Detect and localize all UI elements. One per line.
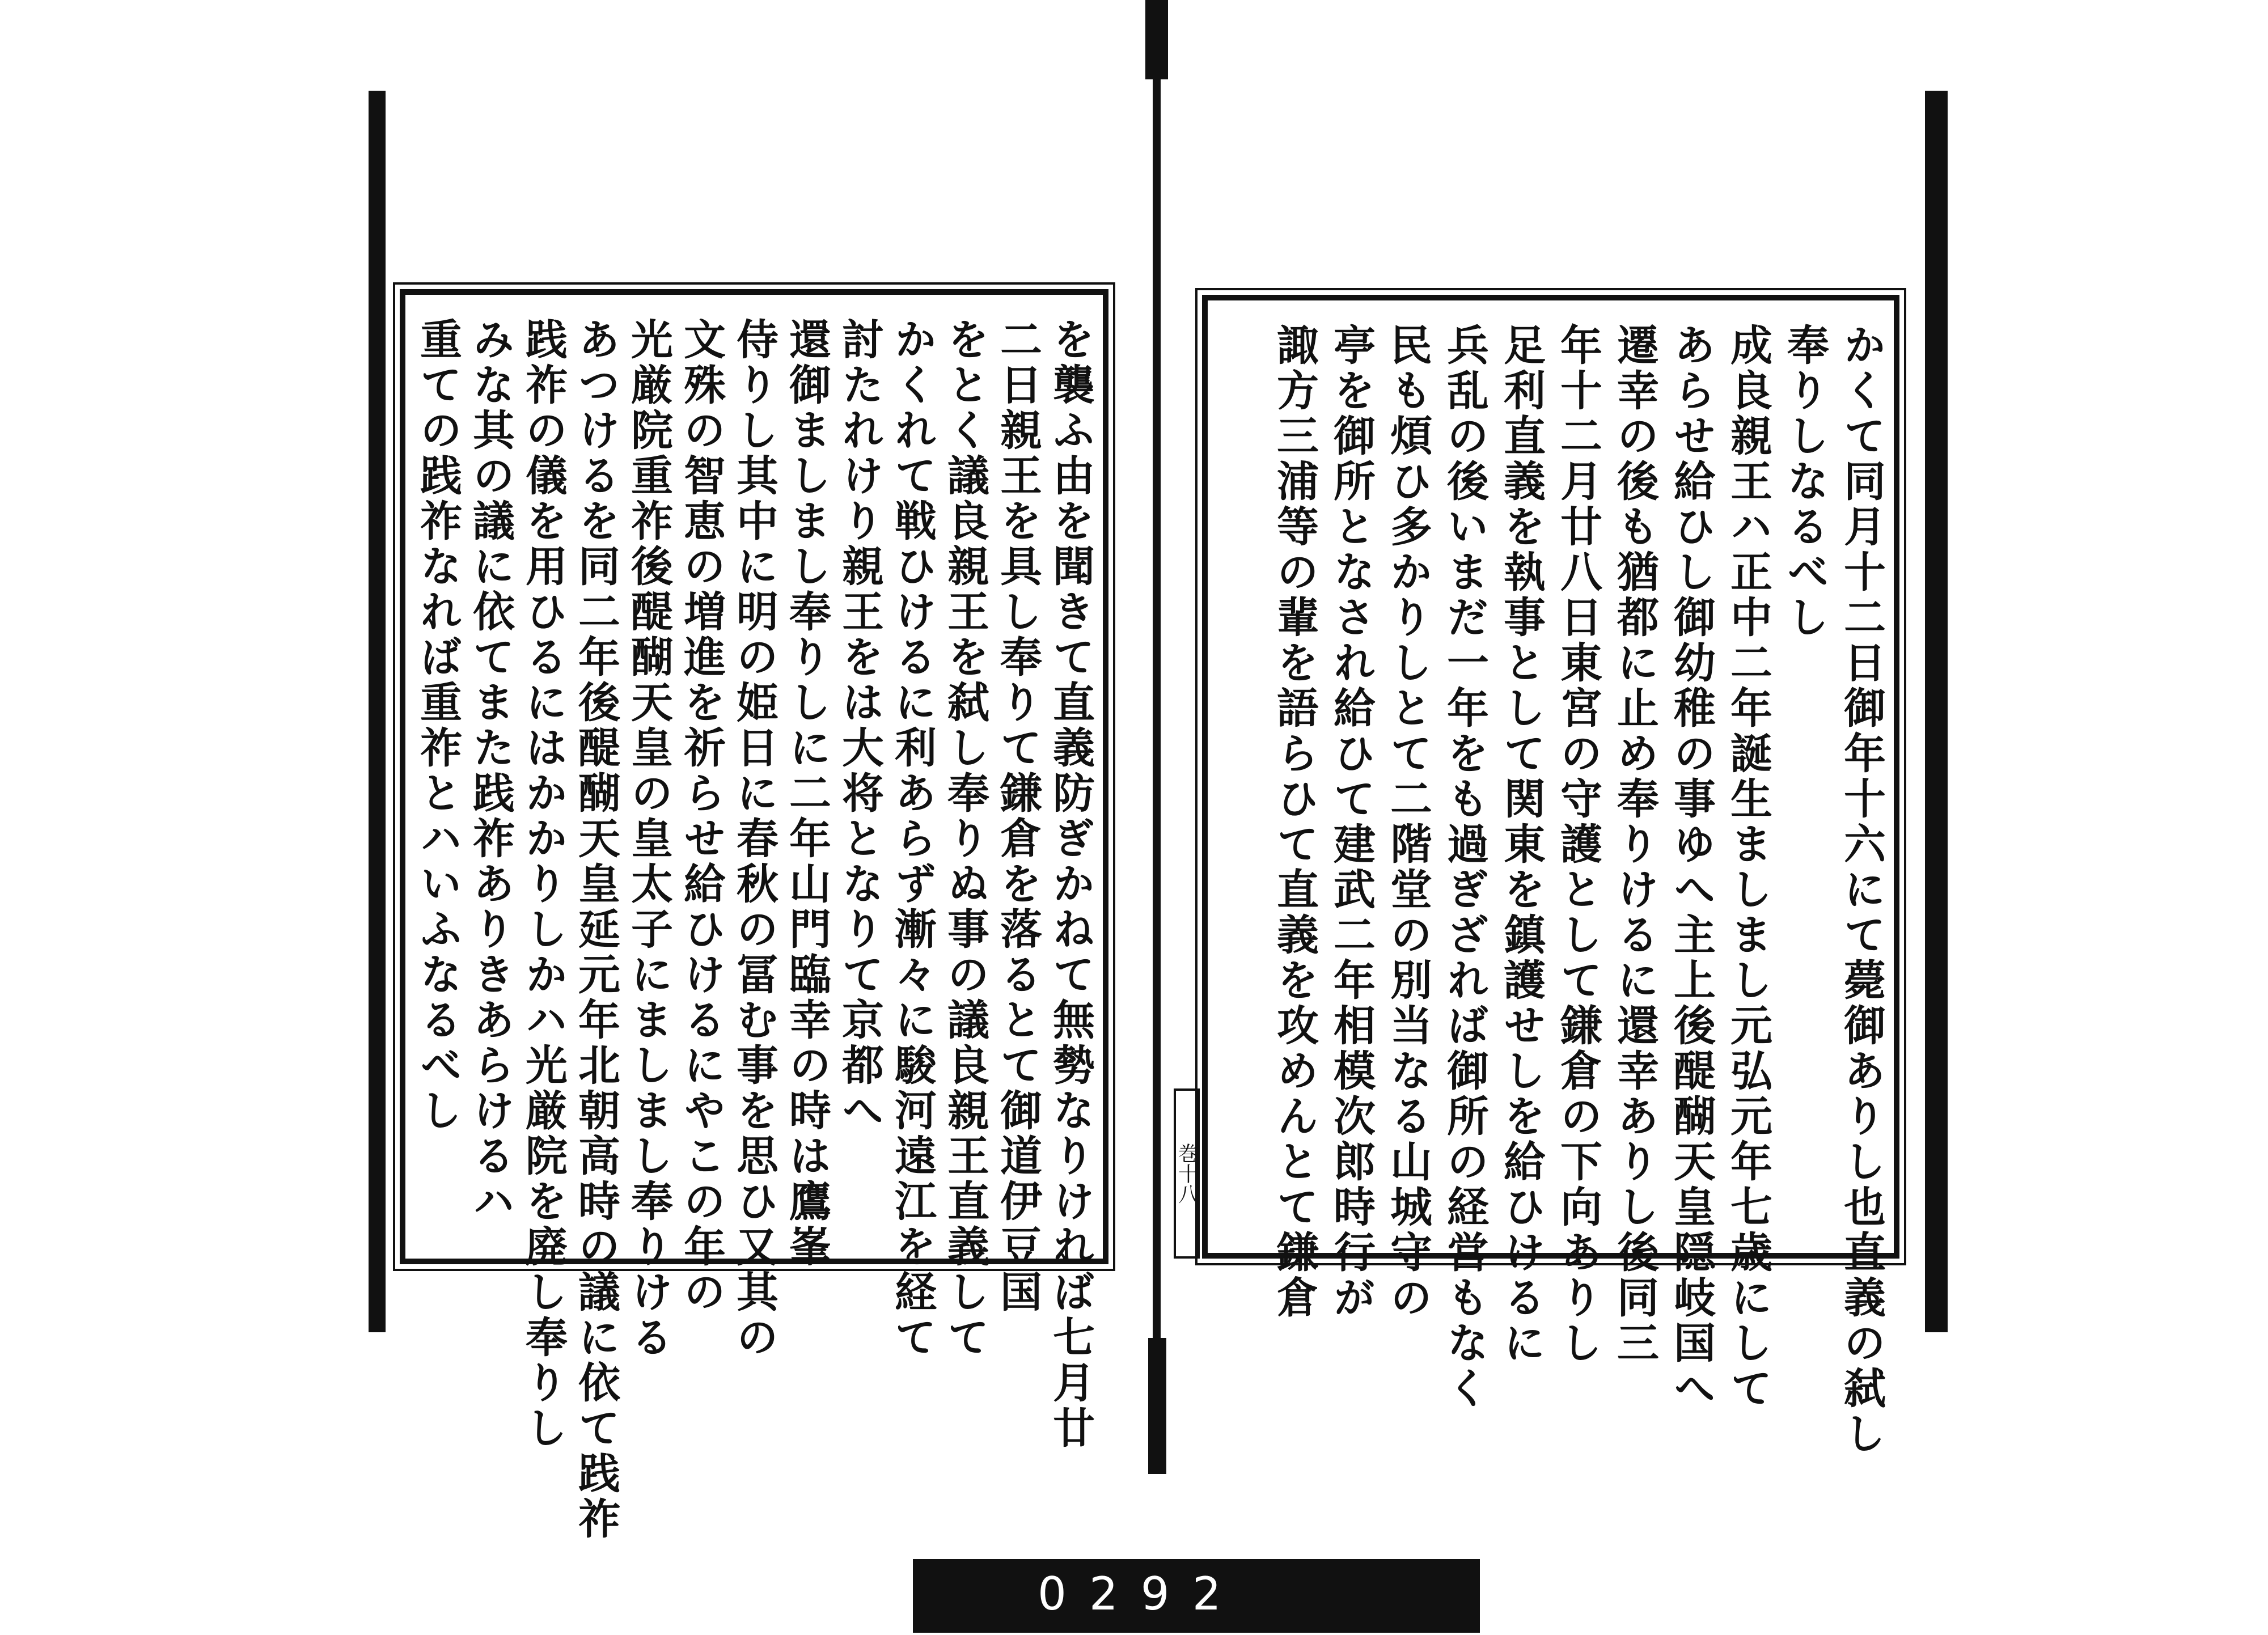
left-page-column: かくれて戦ひけるに利あらず漸々に駿河遠江を経て [888, 317, 937, 1361]
left-page-column: 践祚の儀を用ひるにはかかりしかハ光厳院を廃し奉りし [519, 317, 568, 1451]
left-page-column: 重ての践祚なれば重祚とハいふなるべし [413, 317, 462, 1134]
right-page-column: 足利直義を執事として関東を鎮護せしを給ひけるに [1497, 323, 1546, 1366]
left-page-edge [369, 91, 386, 1332]
left-page-panel [400, 289, 1108, 1542]
right-page-column: 奉りしなるべし [1780, 323, 1829, 641]
left-page-column: 討たれけり親王をは大将となりて京都へ [835, 317, 884, 1134]
right-page-column: 民も煩ひ多かりしとて二階堂の別当なる山城守の [1383, 323, 1432, 1321]
left-page-column: 還御ましまし奉りしに二年山門臨幸の時は鷹峯 [782, 317, 831, 1270]
right-page-column: 諏方三浦等の輩を語らひて直義を攻めんとて鎌倉 [1270, 323, 1319, 1321]
left-page-column: みな其の議に依てまた践祚ありきあらけるハ [466, 317, 515, 1225]
left-page-column: を襲ふ由を聞きて直義防ぎかねて無勢なりければ七月廿 [1046, 317, 1095, 1451]
center-gutter-line [1153, 79, 1161, 1338]
right-page-column: 年十二月廿八日東宮の守護として鎌倉の下向ありし [1554, 323, 1602, 1366]
right-page-column: 成良親王ハ正中二年誕生ましまし元弘元年七歳にして [1724, 323, 1772, 1412]
right-page-column: 遷幸の後も猶都に止め奉りけるに還幸ありし後同三 [1610, 323, 1659, 1366]
right-page-column: あらせ給ひし御幼稚の事ゆへ主上後醍醐天皇隠岐国へ [1667, 323, 1716, 1412]
right-page-column: 兵乱の後いまだ一年をも過ぎざれば御所の経営もなく [1440, 323, 1489, 1412]
left-page-column: 文殊の智恵の増進を祈らせ給ひけるにやこの年の [677, 317, 726, 1315]
right-page-column: 亭を御所となされ給ひて建武二年相模次郎時行が [1327, 323, 1376, 1321]
left-page-column: 侍りし其中に明の姫日に春秋の冨む事を思ひ又其の [730, 317, 778, 1361]
center-gutter-foot [1148, 1338, 1166, 1474]
right-page-column: かくて同月十二日御年十六にて薨御ありし也直義の弑し [1837, 323, 1886, 1457]
center-gutter [1145, 0, 1168, 79]
right-page-panel [1202, 295, 1899, 1457]
folio-label: 巻十八 [1174, 1088, 1200, 1259]
bottom-label: 0292 [1038, 1568, 1244, 1620]
right-page-edge [1925, 91, 1948, 1332]
left-page-column: 二日親王を具し奉りて鎌倉を落るとて御道伊豆国 [993, 317, 1042, 1315]
left-page-column: をとく議良親王を弑し奉りぬ事の議良親王直義して [941, 317, 989, 1361]
left-page-column: あつけるを同二年後醍醐天皇延元年北朝高時の議に依て践祚 [572, 317, 620, 1542]
left-page-column: 光厳院重祚後醍醐天皇の皇太子にましまし奉りける [624, 317, 673, 1361]
